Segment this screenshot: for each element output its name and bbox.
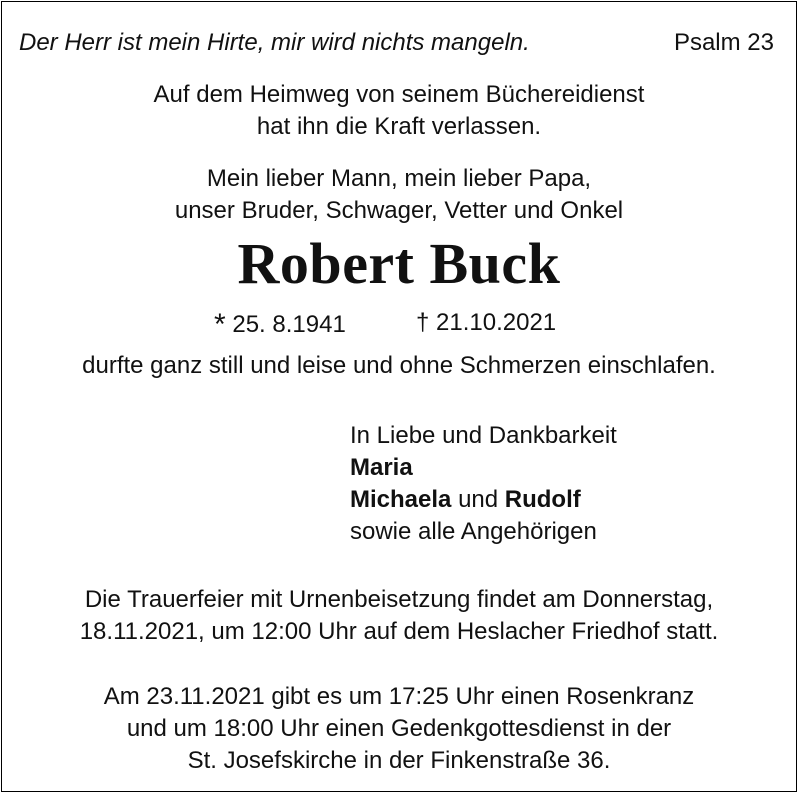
mourner-maria: Maria: [350, 454, 413, 481]
psalm-reference: Psalm 23: [673, 29, 774, 56]
death-date: [416, 309, 556, 337]
death-date-value: 21.10.2021: [436, 309, 557, 336]
funeral-line-1: Die Trauerfeier mit Urnenbeisetzung findet am Donnerstag,: [84, 586, 714, 613]
funeral-line-2: 18.11.2021, um 12:00 Uhr auf dem Heslacher Friedhof statt.: [79, 618, 719, 645]
intro-line-2: hat ihn die Kraft verlassen.: [256, 113, 542, 140]
mourners-children: [350, 486, 581, 514]
psalm-quote: Der Herr ist mein Hirte, mir wird nichts mangeln.: [19, 29, 530, 56]
mourners-intro: In Liebe und Dankbarkeit: [350, 422, 617, 449]
service-line-1: Am 23.11.2021 gibt es um 17:25 Uhr einen Rosenkranz: [103, 683, 695, 710]
birth-star-icon: *: [214, 308, 226, 341]
birth-date-value: 25. 8.1941: [232, 311, 346, 338]
obituary-notice: [1, 1, 797, 792]
mourner-michaela: Michaela: [350, 486, 452, 513]
passing-text: durfte ganz still und leise und ohne Schmerzen einschlafen.: [82, 352, 716, 379]
deceased-name: Robert Buck: [237, 231, 561, 296]
mourner-rudolf: Rudolf: [504, 486, 581, 513]
birth-date: [214, 309, 346, 339]
relation-line-1: Mein lieber Mann, mein lieber Papa,: [206, 165, 592, 192]
service-line-2: und um 18:00 Uhr einen Gedenkgottesdienst in der: [126, 715, 672, 742]
intro-line-1: Auf dem Heimweg von seinem Büchereidienst: [153, 81, 645, 108]
mourner-connector: und: [458, 486, 499, 513]
service-line-3: St. Josefskirche in der Finkenstraße 36.: [187, 747, 611, 774]
death-dagger-icon: †: [416, 309, 430, 336]
mourners-closing: sowie alle Angehörigen: [350, 518, 597, 545]
relation-line-2: unser Bruder, Schwager, Vetter und Onkel: [174, 197, 624, 224]
